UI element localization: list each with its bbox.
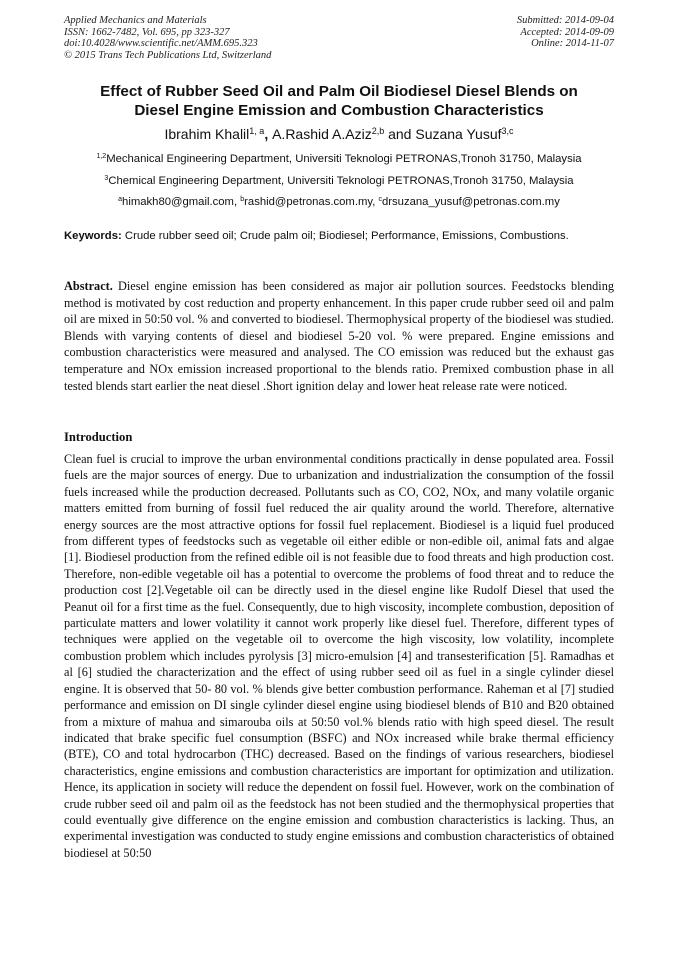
email-a: himakh80@gmail.com, (122, 196, 241, 208)
journal-header-right (517, 15, 614, 50)
affiliation-1-text: Mechanical Engineering Department, Universiti Teknologi PETRONAS,Tronoh 31750, Malaysia (106, 153, 582, 165)
author-3: Suzana Yusuf (415, 126, 502, 142)
journal-doi: doi:10.4028/www.scientific.net/AMM.695.323 (64, 38, 258, 50)
title-line-2: Diesel Engine Emission and Combustion Characteristics (134, 102, 544, 119)
affiliation-2-text: Chemical Engineering Department, Universiti Teknologi PETRONAS,Tronoh 31750, Malaysia (108, 175, 574, 187)
author-2: A.Rashid A.Aziz (272, 126, 372, 142)
keywords-text: Crude rubber seed oil; Crude palm oil; Biodiesel; Performance, Emissions, Combustions. (121, 230, 569, 242)
email-c-mark: c (378, 196, 382, 203)
keywords-label: Keywords: (64, 230, 122, 242)
journal-copyright: © 2015 Trans Tech Publications Ltd, Switzerland (64, 49, 272, 61)
author-1: Ibrahim Khalil (164, 126, 250, 142)
author-emails (50, 195, 628, 209)
section-heading-introduction: Introduction (64, 430, 133, 444)
author-sep-1: , (264, 126, 273, 142)
author-list (50, 125, 628, 143)
journal-header-left (64, 15, 271, 61)
affiliation-1 (50, 152, 628, 166)
submitted-date: Submitted: 2014-09-04 (516, 15, 614, 26)
online-date: Online: 2014-11-07 (531, 38, 614, 50)
abstract (64, 278, 614, 394)
email-b: rashid@petronas.com.my, (244, 196, 379, 208)
author-2-affil: 2,b (371, 126, 385, 136)
title-line-1: Effect of Rubber Seed Oil and Palm Oil Biodiesel Diesel Blends on (100, 83, 578, 100)
journal-issn: ISSN: 1662-7482, Vol. 695, pp 323-327 (64, 26, 230, 38)
author-sep-2: and (384, 126, 416, 142)
affiliation-2-mark: 3 (104, 175, 109, 182)
introduction-body: Clean fuel is crucial to improve the urban environmental conditions practically in dense populated area. Fossil fuels are the major sources of energy. Due to urbanization and industrialization the consumption of the fossil fuels increased while the production decreased. Pollutants such as CO, CO2, NOx, and many volatile organic matters emitted from burning of fossil fuel reduced the air quality around the world. Therefore, alternative energy sources are the most attractive options for fossil fuel replacement. Biodiesel is a liquid fuel produced from different types of feedstocks such as vegetable oil either edible or non-edible oil, animal fats and algae [1]. Biodiesel production from the refined edible oil is not feasible due to food threats and high production cost. Therefore, non-edible vegetable oil has a potential to overcome the problems of food threat and to reduce the production cost [2].Vegetable oil can be directly used in the diesel engine like Rudolf Diesel that used the Peanut oil for a first time as the fuel. Consequently, due to high viscosity, incomplete combustion, deposition of particulate matters and lower volatility it cannot work properly like diesel fuel. Therefore, different types of techniques were applied on the vegetable oil to overcome the high viscosity, low volatility, incomplete combustion problem which includes pyrolysis [3] micro-emulsion [4] and transesterification [5]. Ramadhas et al [6] studied the characterization and the effect of using rubber seed oil as fuel in a single cylinder diesel engine. It is observed that 50- 80 vol. % blends give better combustion performance. Raheman et al [7] studied performance and emission on DI single cylinder diesel engine using biodiesel blends of B10 and B20 obtained from a mixture of mahua and simarouba oils at 50:50 vol.% blends ratio with high speed diesel. The result indicated that brake specific fuel consumption (BSFC) and NOx increased while brake thermal efficiency (BTE), CO and total hydrocarbon (THC) decreased. Based on the findings of various researchers, biodiesel characteristics, engine emissions and combustion characteristics are important for optimization and utilization. Hence, its application in society will reduce the dependent on fossil fuel. However, work on the combination of crude rubber seed oil and palm oil as the feedstock has not been studied and the thermophysical properties that could eventually give difference on the engine emission and combustion characteristics is lacking. Thus, an experimental investigation was conducted to study engine emissions and combustion characteristics of obtained biodiesel at 50:50 (64, 452, 614, 860)
abstract-label: Abstract. (64, 279, 113, 293)
paper-title (50, 82, 628, 120)
email-a-mark: a (118, 196, 123, 203)
affiliation-1-mark: 1,2 (96, 153, 107, 160)
author-3-affil: 3,c (501, 126, 514, 136)
email-c: drsuzana_yusuf@petronas.com.my (381, 196, 560, 208)
author-1-affil: 1, a (249, 126, 265, 136)
abstract-text: Diesel engine emission has been considered as major air pollution sources. Feedstocks blending method is motivated by cost reduction and property enhancement. In this paper crude rubber seed oil and palm oil are mixed in 50:50 vol. % and converted to biodiesel. Thermophysical property of the biodiesel was studied. Blends with varying contents of diesel and biodiesel 5-20 vol. % were prepared. Engine emissions and combustion characteristics were measured and analysed. The CO emission was reduced but the exhaust gas temperature and NOx emission increased proportional to the blends ratio. Premixed combustion phase in all tested blends start earlier the neat diesel .Short ignition delay and lower heat release rate were noticed. (64, 279, 614, 393)
keywords (64, 230, 614, 244)
journal-name: Applied Mechanics and Materials (64, 15, 207, 26)
accepted-date: Accepted: 2014-09-09 (520, 26, 614, 38)
email-b-mark: b (240, 196, 245, 203)
affiliation-2 (50, 174, 628, 188)
